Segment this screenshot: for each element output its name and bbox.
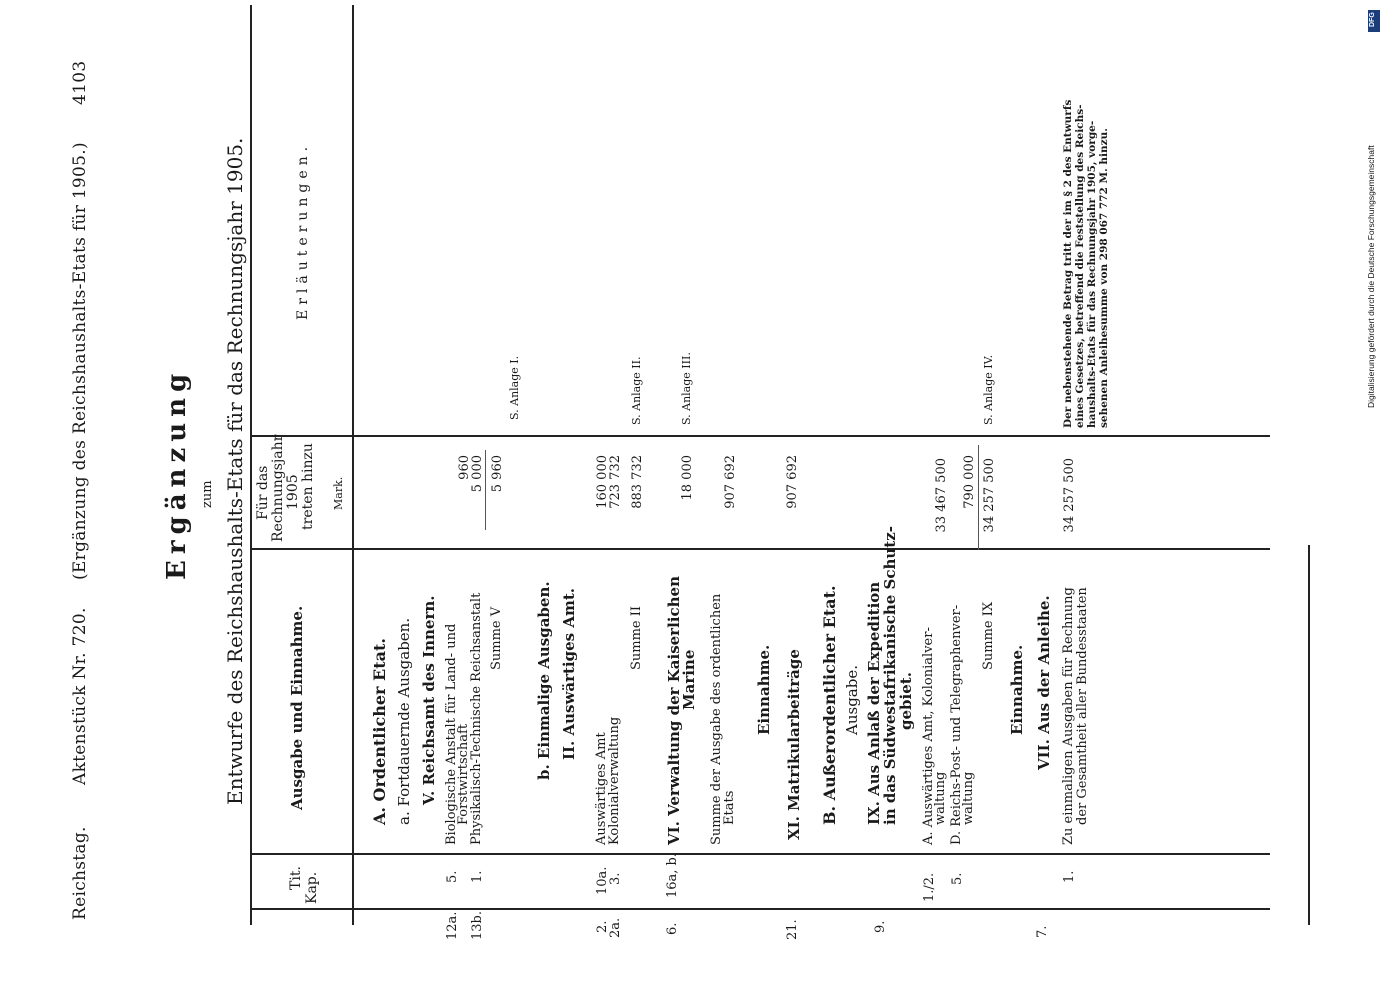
row3-kap: 2.	[595, 920, 610, 933]
row8-desc-2: waltung	[933, 771, 948, 825]
sum-ix-label: Summe IX	[981, 601, 996, 670]
section-a-a: a. Fortdauernde Ausgaben.	[395, 617, 413, 825]
row3-desc: Auswärtiges Amt	[594, 732, 609, 845]
row1-tit: 5.	[445, 870, 460, 883]
rotated-page	[40, 0, 1330, 1000]
header-parenthetical: (Ergänzung des Reichshaushalts-Etats für 1905.)	[70, 142, 90, 580]
einnahme-heading-2: Einnahme.	[1008, 644, 1026, 735]
col-header-betrag-2: Rechnungsjahr	[270, 434, 286, 542]
row2-value: 5 000	[470, 455, 485, 493]
row9-desc-2: waltung	[961, 771, 976, 825]
row8-value: 33 467 500	[934, 458, 949, 533]
section-ii: II. Auswärtiges Amt.	[560, 588, 578, 760]
col-header-betrag-3: 1905	[285, 474, 301, 510]
sum-ii-value: 883 732	[630, 455, 645, 509]
row1-desc-1: Biologische Anstalt für Land- und	[444, 623, 459, 845]
row7-desc-3: gebiet.	[897, 672, 915, 730]
col-header-kap: Kap.	[304, 871, 320, 904]
sum-ordentlich-2: Etats	[722, 790, 737, 825]
sum-v-label: Summe V	[489, 606, 504, 670]
col-sep-betrag	[250, 435, 1270, 437]
row1-kap: 12a.	[445, 911, 460, 940]
row3-tit: 10a.	[595, 866, 610, 895]
sum-ix-value: 34 257 500	[982, 458, 997, 533]
sum-v-note: S. Anlage I.	[508, 355, 521, 420]
row4-tit: 3.	[608, 872, 623, 885]
einnahme-heading-1: Einnahme.	[755, 644, 773, 735]
row10-explanation-1: Der nebenstehende Betrag tritt der im § 2 des Entwurfs	[1062, 99, 1074, 428]
sum-ix-note: S. Anlage IV.	[982, 354, 995, 425]
row10-desc-1: Zu einmaligen Ausgaben für Rechnung	[1061, 587, 1076, 845]
row6-value: 907 692	[785, 455, 800, 509]
row8-tit: 1./2.	[922, 872, 937, 902]
row5-value: 18 000	[680, 455, 695, 501]
row6-desc: XI. Matrikularbeiträge	[785, 649, 803, 840]
row10-desc-2: der Gesamtheit aller Bundesstaaten	[1075, 587, 1090, 825]
row10-tit: 1.	[1062, 870, 1077, 883]
row7-desc-2: in das Südwestafrikanische Schutz-	[881, 526, 899, 825]
row4-value: 723 732	[608, 455, 623, 509]
row10-value: 34 257 500	[1062, 458, 1077, 533]
col-sep-kap	[250, 908, 1270, 910]
row4-kap: 2a.	[608, 917, 623, 938]
section-v: V. Reichsamt des Innern.	[420, 595, 438, 805]
row9-value: 790 000	[962, 455, 977, 509]
col-sep-tit	[250, 853, 1270, 855]
page-title: Ergänzung	[162, 367, 192, 580]
subtitle: Entwurfe des Reichshaushalts-Etats für das Rechnungsjahr 1905.	[223, 137, 247, 805]
sum-ix-rule	[978, 445, 979, 550]
row5-note: S. Anlage III.	[680, 352, 693, 425]
row5-kap: 6.	[665, 922, 680, 935]
section-b: b. Einmalige Ausgaben.	[535, 581, 553, 780]
row4-desc: Kolonialverwaltung	[607, 716, 622, 845]
row10-explanation-3: haushalts-Etats für das Rechnungsjahr 1905, vorge-	[1086, 120, 1098, 428]
table-top-rule	[250, 5, 252, 925]
col-header-ausgabe: Ausgabe und Einnahme.	[288, 605, 306, 810]
credit-strip	[1366, 8, 1380, 408]
row10-kap: 7.	[1035, 925, 1050, 938]
sum-ordentlich-1: Summe der Ausgabe des ordentlichen	[709, 593, 724, 845]
col-header-tit: Tit.	[288, 866, 304, 890]
sum-ii-label: Summe II	[629, 605, 644, 670]
row10-heading: VII. Aus der Anleihe.	[1035, 595, 1053, 770]
row2-tit: 1.	[470, 870, 485, 883]
row1-value: 960	[457, 455, 472, 480]
sum-ii-note: S. Anlage II.	[630, 356, 643, 425]
row7-desc-1: IX. Aus Anlaß der Expedition	[865, 581, 883, 825]
sum-v-value: 5 960	[490, 455, 505, 493]
sum-ordentlich-value: 907 692	[723, 455, 738, 509]
sum-rule	[485, 450, 486, 530]
digitization-credit: Digitalisierung gefördert durch die Deutsche Forschungsgemeinschaft	[1366, 145, 1376, 408]
row3-value: 160 000	[595, 455, 610, 509]
row8-desc-1: A. Auswärtiges Amt, Kolonialver-	[921, 627, 936, 845]
ausgabe-heading: Ausgabe.	[843, 665, 861, 735]
row7-kap: 9.	[873, 920, 888, 933]
row6-kap: 21.	[785, 919, 800, 940]
row1-desc-2: Forstwirtschaft	[456, 723, 471, 825]
row2-kap: 13b.	[470, 911, 485, 940]
row10-explanation-2: eines Gesetzes, betreffend die Feststellung des Reichs-	[1074, 104, 1086, 428]
header-doc-number: Aktenstück Nr. 720.	[70, 607, 90, 785]
section-a: A. Ordentlicher Etat.	[370, 638, 389, 825]
col-header-betrag-4: treten hinzu	[300, 443, 316, 530]
col-header-unit: Mark.	[332, 476, 345, 510]
table-bottom-rule	[1308, 545, 1310, 925]
header-bottom-rule	[352, 5, 354, 925]
page-number: 4103	[70, 60, 90, 105]
col-header-erlaeuterungen: Erläuterungen.	[295, 141, 311, 320]
row5-tit: 16a, b.	[665, 852, 680, 898]
dfg-logo: DFG	[1368, 10, 1380, 32]
row2-desc: Physikalisch-Technische Reichsanstalt	[469, 592, 484, 845]
col-header-betrag-1: Für das	[255, 465, 271, 520]
section-b-ausserordentlich: B. Außerordentlicher Etat.	[820, 585, 839, 825]
header-left: Reichstag.	[70, 826, 90, 920]
row9-tit: 5.	[950, 872, 965, 885]
col-sep-ausgabe	[250, 548, 1270, 550]
row5-desc-2: Marine	[680, 649, 698, 710]
title-sub: zum	[200, 480, 215, 508]
row5-desc-1: VI. Verwaltung der Kaiserlichen	[665, 576, 683, 845]
row10-explanation-4: sehenen Anleihesumme von 298 067 772 M. hinzu.	[1098, 128, 1110, 428]
row9-desc-1: D. Reichs-Post- und Telegraphenver-	[949, 604, 964, 845]
